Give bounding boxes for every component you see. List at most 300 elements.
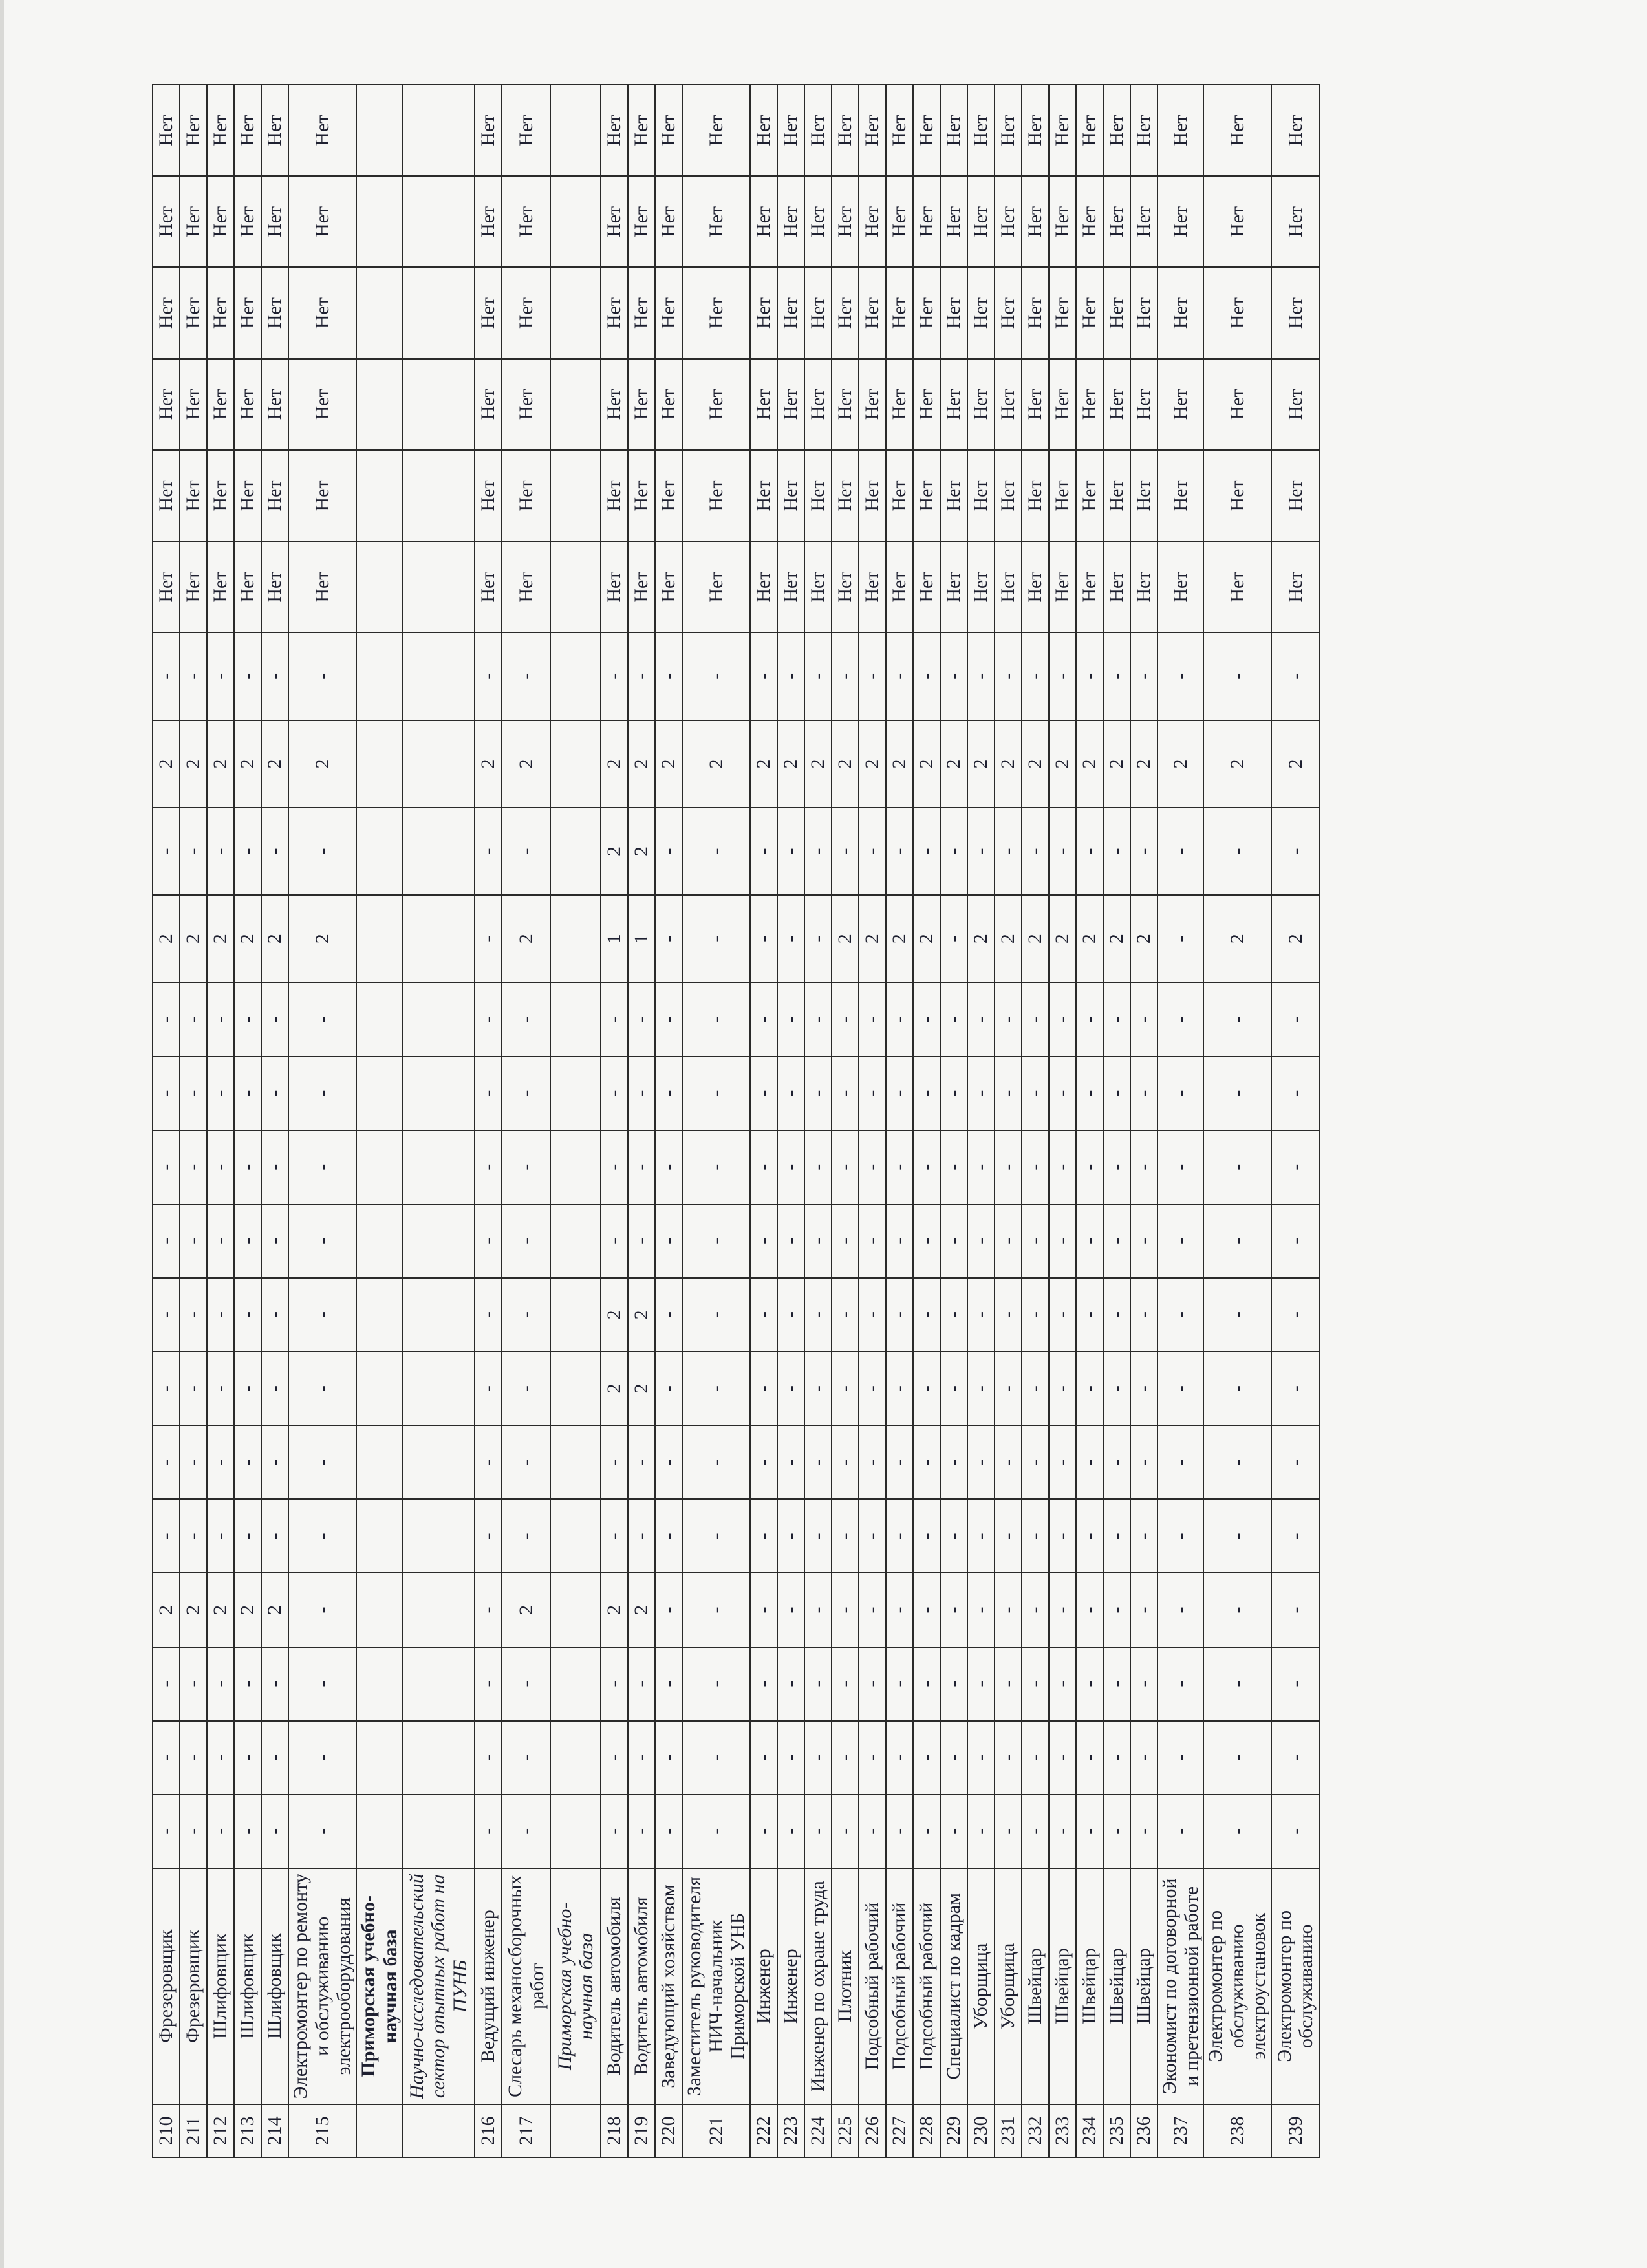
rotated-table-area — [152, 84, 1491, 2158]
value-cell — [550, 1425, 601, 1499]
value-cell: - — [1157, 632, 1203, 720]
value-cell: - — [1157, 1057, 1203, 1130]
value-cell: - — [234, 1499, 261, 1573]
value-cell: - — [207, 1721, 234, 1795]
value-cell — [402, 1425, 475, 1499]
value-cell: - — [777, 1795, 804, 1868]
value-cell: 2 — [288, 895, 356, 982]
value-cell — [356, 895, 402, 982]
value-cell: - — [180, 1795, 207, 1868]
value-cell: Нет — [832, 450, 859, 541]
value-cell: 2 — [832, 895, 859, 982]
position-name: Слесарь механосборочных работ — [502, 1868, 550, 2104]
table-row — [913, 85, 940, 2157]
value-cell: - — [655, 1425, 682, 1499]
value-cell: - — [1049, 1721, 1076, 1795]
value-cell: - — [859, 1573, 886, 1647]
value-cell: - — [1103, 1352, 1130, 1425]
value-cell: Нет — [859, 267, 886, 358]
value-cell: - — [682, 895, 750, 982]
value-cell: - — [1130, 1499, 1157, 1573]
row-number: 216 — [475, 2104, 502, 2157]
value-cell: - — [207, 1057, 234, 1130]
value-cell: - — [234, 1057, 261, 1130]
value-cell: Нет — [207, 359, 234, 450]
row-number: 210 — [153, 2104, 180, 2157]
value-cell: Нет — [750, 450, 777, 541]
value-cell: Нет — [207, 85, 234, 176]
position-name: Подсобный рабочий — [886, 1868, 913, 2104]
value-cell: - — [1076, 1721, 1103, 1795]
value-cell: - — [628, 1647, 655, 1721]
value-cell: Нет — [832, 85, 859, 176]
value-cell: - — [967, 1721, 995, 1795]
value-cell: 2 — [1203, 895, 1271, 982]
value-cell — [402, 85, 475, 176]
value-cell: - — [180, 1057, 207, 1130]
row-number: 213 — [234, 2104, 261, 2157]
value-cell: - — [940, 1573, 967, 1647]
value-cell: 2 — [153, 720, 180, 808]
value-cell: - — [832, 1721, 859, 1795]
value-cell: 2 — [475, 720, 502, 808]
value-cell: Нет — [601, 359, 628, 450]
value-cell: Нет — [475, 85, 502, 176]
table-row — [1203, 85, 1271, 2157]
value-cell: - — [1076, 1352, 1103, 1425]
value-cell: Нет — [1157, 359, 1203, 450]
value-cell: - — [655, 1795, 682, 1868]
value-cell: - — [832, 1795, 859, 1868]
value-cell: - — [886, 632, 913, 720]
value-cell: - — [1157, 1352, 1203, 1425]
value-cell: - — [234, 1278, 261, 1352]
value-cell: - — [804, 1795, 832, 1868]
value-cell: Нет — [655, 450, 682, 541]
value-cell: - — [261, 808, 288, 895]
value-cell: - — [804, 1278, 832, 1352]
value-cell: - — [940, 1647, 967, 1721]
value-cell: - — [475, 1499, 502, 1573]
value-cell: - — [180, 1721, 207, 1795]
value-cell: - — [475, 1795, 502, 1868]
table-row — [628, 85, 655, 2157]
value-cell — [356, 1573, 402, 1647]
table-row — [207, 85, 234, 2157]
value-cell — [402, 1573, 475, 1647]
value-cell: - — [750, 1573, 777, 1647]
value-cell: Нет — [1203, 176, 1271, 267]
value-cell: - — [1203, 1130, 1271, 1204]
value-cell: - — [682, 1425, 750, 1499]
row-number: 239 — [1271, 2104, 1320, 2157]
value-cell: 2 — [1103, 720, 1130, 808]
value-cell: Нет — [1157, 176, 1203, 267]
value-cell: - — [655, 982, 682, 1056]
value-cell — [356, 1647, 402, 1721]
value-cell: - — [940, 808, 967, 895]
value-cell: - — [628, 1204, 655, 1278]
value-cell: 2 — [1022, 895, 1049, 982]
value-cell: Нет — [207, 267, 234, 358]
value-cell: Нет — [995, 176, 1022, 267]
value-cell: - — [1049, 1795, 1076, 1868]
value-cell: - — [261, 1278, 288, 1352]
value-cell: - — [940, 632, 967, 720]
value-cell: - — [832, 982, 859, 1056]
value-cell: - — [886, 1352, 913, 1425]
value-cell: Нет — [1076, 450, 1103, 541]
value-cell: Нет — [1130, 450, 1157, 541]
value-cell: 2 — [967, 720, 995, 808]
value-cell: Нет — [234, 541, 261, 632]
value-cell: Нет — [995, 267, 1022, 358]
value-cell: 2 — [601, 808, 628, 895]
value-cell: - — [601, 1204, 628, 1278]
value-cell: Нет — [804, 267, 832, 358]
value-cell: 2 — [1103, 895, 1130, 982]
position-name: Электромонтер по обслуживанию — [1271, 1868, 1320, 2104]
value-cell: - — [628, 1057, 655, 1130]
value-cell: Нет — [207, 450, 234, 541]
value-cell: Нет — [1076, 176, 1103, 267]
value-cell: Нет — [180, 85, 207, 176]
value-cell: - — [859, 632, 886, 720]
value-cell: Нет — [940, 359, 967, 450]
row-number: 238 — [1203, 2104, 1271, 2157]
value-cell: - — [1130, 1647, 1157, 1721]
value-cell: Нет — [1049, 359, 1076, 450]
value-cell: Нет — [886, 359, 913, 450]
value-cell: 2 — [628, 808, 655, 895]
value-cell: - — [1130, 1352, 1157, 1425]
value-cell: - — [1130, 1721, 1157, 1795]
value-cell: Нет — [655, 267, 682, 358]
value-cell: - — [682, 632, 750, 720]
value-cell: Нет — [750, 541, 777, 632]
value-cell: - — [180, 632, 207, 720]
value-cell: - — [1022, 1499, 1049, 1573]
value-cell: 2 — [682, 720, 750, 808]
value-cell: Нет — [234, 85, 261, 176]
table-row — [1157, 85, 1203, 2157]
value-cell: Нет — [1103, 359, 1130, 450]
row-number: 221 — [682, 2104, 750, 2157]
value-cell: 2 — [886, 895, 913, 982]
value-cell: Нет — [261, 541, 288, 632]
value-cell: - — [967, 1204, 995, 1278]
value-cell: Нет — [234, 267, 261, 358]
value-cell: - — [967, 1057, 995, 1130]
value-cell: Нет — [1271, 359, 1320, 450]
value-cell — [356, 632, 402, 720]
value-cell: - — [940, 1499, 967, 1573]
row-number: 220 — [655, 2104, 682, 2157]
value-cell: 2 — [207, 1573, 234, 1647]
value-cell: Нет — [750, 267, 777, 358]
value-cell: - — [1203, 632, 1271, 720]
value-cell: - — [913, 1352, 940, 1425]
value-cell: Нет — [859, 85, 886, 176]
value-cell — [550, 982, 601, 1056]
value-cell: Нет — [288, 176, 356, 267]
value-cell: - — [1130, 1278, 1157, 1352]
value-cell: - — [502, 1204, 550, 1278]
value-cell: Нет — [180, 359, 207, 450]
table-row — [940, 85, 967, 2157]
value-cell: - — [1022, 1721, 1049, 1795]
value-cell: - — [261, 1499, 288, 1573]
table-row — [804, 85, 832, 2157]
value-cell: - — [288, 1795, 356, 1868]
value-cell: Нет — [628, 267, 655, 358]
value-cell: - — [1203, 1647, 1271, 1721]
value-cell: Нет — [1157, 450, 1203, 541]
value-cell — [402, 1721, 475, 1795]
value-cell: Нет — [502, 359, 550, 450]
value-cell: Нет — [777, 176, 804, 267]
value-cell: - — [913, 1130, 940, 1204]
value-cell — [356, 359, 402, 450]
value-cell — [402, 541, 475, 632]
value-cell: - — [655, 1057, 682, 1130]
value-cell: Нет — [886, 541, 913, 632]
value-cell: - — [682, 1352, 750, 1425]
value-cell: Нет — [832, 541, 859, 632]
value-cell: - — [1022, 632, 1049, 720]
value-cell: - — [832, 1278, 859, 1352]
value-cell: Нет — [628, 176, 655, 267]
value-cell: - — [1271, 1721, 1320, 1795]
value-cell: 2 — [628, 1352, 655, 1425]
value-cell: Нет — [1271, 176, 1320, 267]
value-cell: - — [601, 632, 628, 720]
value-cell: Нет — [288, 85, 356, 176]
value-cell — [402, 895, 475, 982]
value-cell: - — [1157, 1204, 1203, 1278]
value-cell: Нет — [940, 267, 967, 358]
row-number: 218 — [601, 2104, 628, 2157]
value-cell: - — [777, 1057, 804, 1130]
value-cell: - — [1103, 1795, 1130, 1868]
value-cell — [356, 1057, 402, 1130]
value-cell: - — [967, 1795, 995, 1868]
value-cell: - — [913, 1057, 940, 1130]
value-cell — [402, 982, 475, 1056]
value-cell: Нет — [967, 541, 995, 632]
value-cell: - — [1271, 1647, 1320, 1721]
value-cell: - — [1076, 982, 1103, 1056]
value-cell: 2 — [261, 1573, 288, 1647]
value-cell: - — [475, 1352, 502, 1425]
value-cell: 2 — [502, 720, 550, 808]
value-cell: - — [967, 1647, 995, 1721]
value-cell: - — [967, 1278, 995, 1352]
value-cell — [550, 1278, 601, 1352]
value-cell: 2 — [1022, 720, 1049, 808]
value-cell: Нет — [261, 176, 288, 267]
value-cell: 2 — [502, 895, 550, 982]
value-cell: - — [1271, 1130, 1320, 1204]
value-cell: - — [655, 1204, 682, 1278]
value-cell: - — [940, 1204, 967, 1278]
value-cell: - — [750, 982, 777, 1056]
value-cell: - — [234, 632, 261, 720]
value-cell: - — [832, 1647, 859, 1721]
value-cell: 2 — [804, 720, 832, 808]
value-cell: - — [1076, 1573, 1103, 1647]
value-cell: Нет — [682, 541, 750, 632]
value-cell: - — [180, 808, 207, 895]
value-cell: Нет — [628, 450, 655, 541]
value-cell: Нет — [628, 359, 655, 450]
value-cell: Нет — [1076, 267, 1103, 358]
value-cell — [356, 1721, 402, 1795]
page-left-shadow — [0, 0, 4, 2268]
value-cell: - — [261, 982, 288, 1056]
value-cell: - — [1103, 1204, 1130, 1278]
value-cell: - — [288, 1573, 356, 1647]
value-cell: - — [153, 1278, 180, 1352]
value-cell: - — [1049, 1204, 1076, 1278]
value-cell: Нет — [1049, 176, 1076, 267]
value-cell: 2 — [234, 895, 261, 982]
value-cell: Нет — [207, 541, 234, 632]
value-cell: - — [750, 632, 777, 720]
value-cell: - — [502, 1795, 550, 1868]
value-cell: - — [777, 632, 804, 720]
value-cell: - — [234, 1130, 261, 1204]
table-row — [1049, 85, 1076, 2157]
value-cell: - — [967, 808, 995, 895]
value-cell: - — [180, 1130, 207, 1204]
value-cell: - — [886, 1721, 913, 1795]
value-cell: - — [288, 1204, 356, 1278]
value-cell — [402, 1647, 475, 1721]
value-cell: Нет — [886, 267, 913, 358]
value-cell: - — [682, 1278, 750, 1352]
value-cell — [356, 720, 402, 808]
value-cell — [402, 176, 475, 267]
value-cell — [550, 1057, 601, 1130]
value-cell: Нет — [502, 541, 550, 632]
value-cell: - — [234, 1795, 261, 1868]
value-cell — [550, 632, 601, 720]
value-cell: - — [886, 982, 913, 1056]
value-cell: - — [475, 1130, 502, 1204]
position-name: Фрезеровщик — [153, 1868, 180, 2104]
value-cell: - — [234, 1425, 261, 1499]
value-cell: - — [153, 982, 180, 1056]
value-cell: 2 — [859, 895, 886, 982]
value-cell — [402, 720, 475, 808]
value-cell: Нет — [153, 541, 180, 632]
value-cell: Нет — [1203, 541, 1271, 632]
value-cell: - — [859, 808, 886, 895]
value-cell: - — [1022, 1573, 1049, 1647]
value-cell: Нет — [886, 450, 913, 541]
value-cell: - — [1022, 1204, 1049, 1278]
value-cell: Нет — [804, 85, 832, 176]
value-cell: Нет — [1103, 267, 1130, 358]
value-cell: 2 — [601, 720, 628, 808]
table-row — [682, 85, 750, 2157]
value-cell — [550, 1499, 601, 1573]
position-name: Инженер — [750, 1868, 777, 2104]
value-cell: 2 — [1130, 895, 1157, 982]
table-row — [1022, 85, 1049, 2157]
value-cell: - — [502, 1130, 550, 1204]
value-cell: - — [207, 982, 234, 1056]
value-cell: 2 — [1076, 895, 1103, 982]
value-cell — [356, 267, 402, 358]
rotated-sheet — [152, 84, 1491, 2158]
value-cell: - — [628, 1499, 655, 1573]
value-cell: - — [1103, 1499, 1130, 1573]
value-cell: Нет — [750, 176, 777, 267]
value-cell: Нет — [995, 359, 1022, 450]
value-cell: - — [628, 982, 655, 1056]
value-cell: - — [967, 1425, 995, 1499]
assessment-table — [152, 84, 1320, 2158]
value-cell: - — [601, 1130, 628, 1204]
value-cell: Нет — [628, 85, 655, 176]
value-cell: - — [601, 1721, 628, 1795]
value-cell — [356, 1499, 402, 1573]
value-cell: - — [153, 1204, 180, 1278]
value-cell: - — [1271, 808, 1320, 895]
value-cell: - — [1271, 982, 1320, 1056]
position-name: Швейцар — [1049, 1868, 1076, 2104]
value-cell — [550, 1352, 601, 1425]
value-cell: - — [1271, 1573, 1320, 1647]
value-cell — [356, 1352, 402, 1425]
value-cell: Нет — [288, 267, 356, 358]
value-cell: - — [940, 1721, 967, 1795]
value-cell: Нет — [655, 541, 682, 632]
value-cell: - — [682, 1795, 750, 1868]
value-cell: - — [832, 808, 859, 895]
value-cell — [550, 1795, 601, 1868]
value-cell: - — [777, 895, 804, 982]
value-cell: Нет — [886, 176, 913, 267]
value-cell: - — [601, 1057, 628, 1130]
position-name: Швейцар — [1103, 1868, 1130, 2104]
value-cell: - — [750, 1647, 777, 1721]
value-cell: - — [859, 982, 886, 1056]
position-name: Приморская учебно-научная база — [550, 1868, 601, 2104]
value-cell: Нет — [913, 450, 940, 541]
value-cell — [402, 632, 475, 720]
value-cell: - — [940, 982, 967, 1056]
row-number: 229 — [940, 2104, 967, 2157]
value-cell — [402, 1057, 475, 1130]
value-cell: - — [1103, 1425, 1130, 1499]
value-cell: - — [804, 1721, 832, 1795]
value-cell: - — [1103, 1278, 1130, 1352]
row-number: 212 — [207, 2104, 234, 2157]
value-cell — [550, 895, 601, 982]
row-number: 228 — [913, 2104, 940, 2157]
value-cell: - — [1103, 632, 1130, 720]
table-row — [967, 85, 995, 2157]
value-cell: - — [475, 808, 502, 895]
value-cell: - — [1157, 1499, 1203, 1573]
value-cell: - — [940, 1425, 967, 1499]
position-name: Специалист по кадрам — [940, 1868, 967, 2104]
value-cell: - — [832, 1425, 859, 1499]
value-cell — [550, 176, 601, 267]
